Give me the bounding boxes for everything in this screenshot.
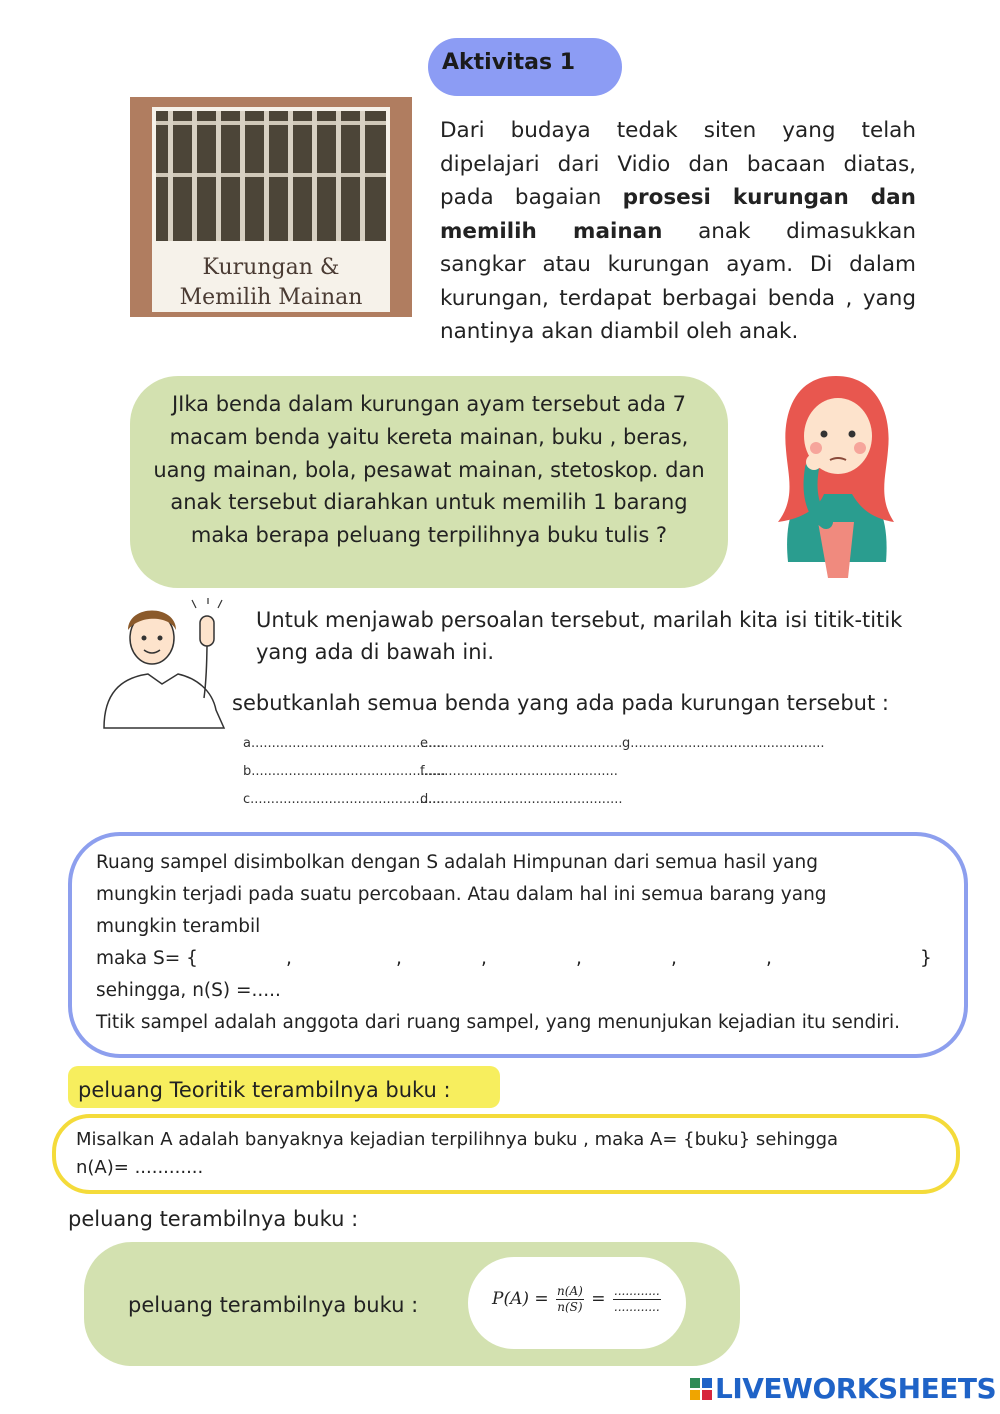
formula-lhs: P(A) = bbox=[492, 1289, 549, 1309]
pointing-boy-illustration bbox=[100, 598, 230, 730]
caption-line-1: Kurungan & bbox=[202, 255, 340, 280]
formula-equals: = bbox=[591, 1289, 606, 1309]
set-comma-3: , bbox=[481, 948, 487, 969]
question-text: JIka benda dalam kurungan ayam tersebut ada 7 macam benda yaitu kereta mainan, buku , beras, uang mainan, bola, pesawat mainan, stetoskop. dan anak tersebut diarahkan untuk memilih 1 barang maka berapa peluang terpilihnya buku tulis ? bbox=[153, 392, 705, 548]
sample-space-line-3: mungkin terambil bbox=[96, 916, 261, 937]
formula-box bbox=[468, 1257, 686, 1349]
event-line-2[interactable]: n(A)= ............ bbox=[76, 1157, 204, 1178]
probability-heading: peluang terambilnya buku : bbox=[68, 1207, 359, 1231]
set-comma-1: , bbox=[286, 948, 292, 969]
intro-paragraph bbox=[440, 114, 916, 349]
probability-formula bbox=[492, 1284, 663, 1315]
set-comma-2: , bbox=[396, 948, 402, 969]
intro-text-1: Dari budaya tedak siten yang telah dipelajari dari Vidio dan bacaan diatas, pada bagaian bbox=[440, 118, 916, 210]
probability-bubble bbox=[84, 1242, 740, 1366]
blank-f[interactable]: f............................................... bbox=[420, 764, 618, 779]
answer-numerator-blank[interactable]: ............ bbox=[613, 1284, 660, 1298]
set-comma-6: , bbox=[766, 948, 772, 969]
blank-a[interactable]: a............................................... bbox=[243, 736, 446, 751]
formula-fraction bbox=[556, 1284, 584, 1315]
blank-e[interactable]: e............................................... bbox=[420, 736, 623, 751]
answer-instruction: Untuk menjawab persoalan tersebut, marilah kita isi titik-titik yang ada di bawah ini. bbox=[256, 608, 903, 664]
event-line-1: Misalkan A adalah banyaknya kejadian terpilihnya buku , maka A= {buku} sehingga bbox=[76, 1129, 839, 1150]
sample-space-line-2: mungkin terjadi pada suatu percobaan. Atau dalam hal ini semua barang yang bbox=[96, 884, 827, 905]
theoretical-probability-label: peluang Teoritik terambilnya buku : bbox=[68, 1066, 500, 1108]
activity-badge: Aktivitas 1 bbox=[428, 38, 622, 96]
set-comma-4: , bbox=[576, 948, 582, 969]
list-instruction: sebutkanlah semua benda yang ada pada kurungan tersebut : bbox=[232, 691, 889, 715]
liveworksheets-logo[interactable] bbox=[690, 1372, 996, 1405]
answer-fraction[interactable] bbox=[613, 1284, 661, 1315]
set-close: } bbox=[920, 948, 932, 969]
photo-card bbox=[152, 107, 390, 312]
ns-line[interactable]: sehingga, n(S) =..... bbox=[96, 980, 281, 1001]
question-bubble bbox=[130, 376, 728, 588]
set-comma-5: , bbox=[671, 948, 677, 969]
sample-space-line-1: Ruang sampel disimbolkan dengan S adalah Himpunan dari semua hasil yang bbox=[96, 852, 818, 873]
probability-label: peluang terambilnya buku : bbox=[128, 1293, 419, 1317]
answer-denominator-blank[interactable]: ............ bbox=[613, 1300, 660, 1314]
blank-g[interactable]: g............................................... bbox=[622, 736, 825, 751]
set-prefix: maka S= { bbox=[96, 948, 198, 969]
blank-b[interactable]: b............................................... bbox=[243, 764, 446, 779]
cage-image bbox=[156, 111, 386, 241]
formula-denominator: n(S) bbox=[557, 1300, 583, 1314]
intro-bold: prosesi kurungan dan memilih mainan bbox=[440, 185, 916, 244]
blank-c[interactable]: c............................................... bbox=[243, 792, 445, 807]
logo-grid-icon bbox=[690, 1378, 712, 1400]
sample-point-definition: Titik sampel adalah anggota dari ruang sampel, yang menunjukan kejadian itu sendiri. bbox=[96, 1012, 900, 1033]
thinking-girl-illustration bbox=[768, 372, 904, 578]
photo-caption bbox=[152, 253, 390, 313]
formula-numerator: n(A) bbox=[557, 1284, 583, 1298]
caption-line-2: Memilih Mainan bbox=[179, 285, 363, 310]
intro-text-2: anak dimasukkan sangkar atau kurungan ayam. Di dalam kurungan, terdapat berbagai benda , yang nantinya akan diambil oleh anak. bbox=[440, 218, 916, 344]
kurungan-photo bbox=[130, 97, 412, 317]
blank-d[interactable]: d............................................... bbox=[420, 792, 623, 807]
logo-text: LIVEWORKSHEETS bbox=[715, 1372, 997, 1405]
